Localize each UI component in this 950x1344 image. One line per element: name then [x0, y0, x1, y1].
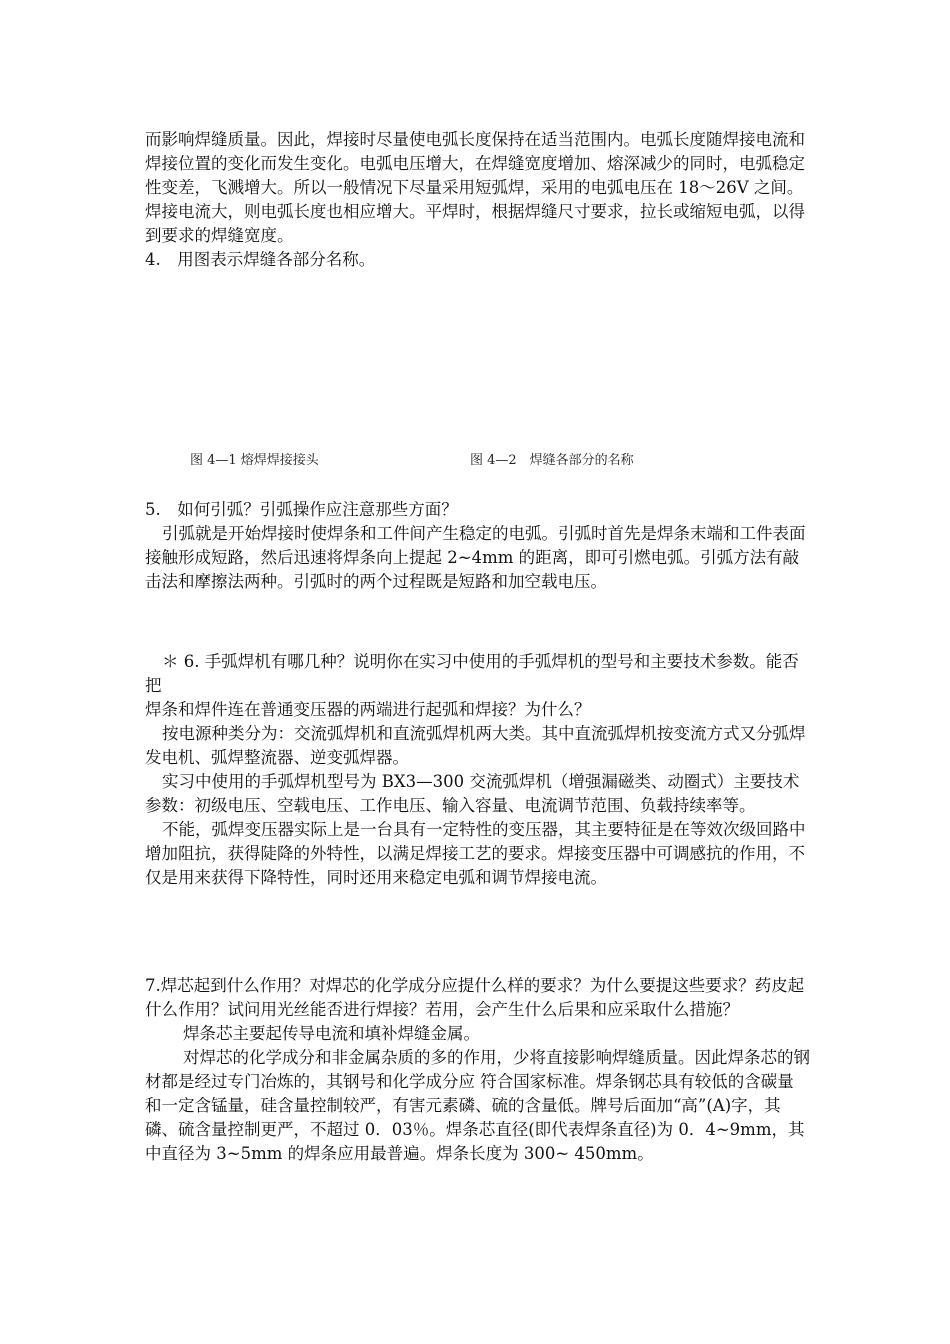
answer-7-composition: 对焊芯的化学成分和非金属杂质的多的作用，少将直接影响焊缝质量。因此焊条芯的钢材都是经过专门冶炼的，其钢号和化学成分应 符合国家标准。焊条钢芯具有较低的含碳量和一定含锰量，硅含量控制较严，有害元素磷、硫的含量低。牌号后面加“高”(A)字，其磷、硫含量控制更严，不超过 0．03％。焊条芯直径(即代表焊条直径)为 0．4~9mm，其中直径为 3~5mm 的焊条应用最普遍。焊条长度为 300~ 450mm。 — [145, 1048, 810, 1163]
answer-6-model: 实习中使用的手弧焊机型号为 BX3—300 交流弧焊机（增强漏磁类、动圈式）主要技术参数：初级电压、空载电压、工作电压、输入容量、电流调节范围、负载持续率等。 — [145, 772, 800, 815]
answer-5: 引弧就是开始焊接时使焊条和工件间产生稳定的电弧。引弧时首先是焊条末端和工件表面接触形成短路，然后迅速将焊条向上提起 2~4mm 的距离，即可引燃电弧。引弧方法有敲击法和摩擦法两种。引弧时的两个过程既是短路和加空载电压。 — [145, 524, 806, 591]
question-4: 4. 用图表示焊缝各部分名称。 — [145, 250, 376, 269]
question-5: 5. 如何引弧？引弧操作应注意那些方面？ — [145, 500, 458, 519]
text-block-welding-machine — [145, 650, 810, 890]
text-block-electrode-core — [145, 974, 810, 1166]
question-7: 7.焊芯起到什么作用？对焊芯的化学成分应提什么样的要求？为什么要提这些要求？药皮起什么作用？试问用光丝能否进行焊接？若用，会产生什么后果和应采取什么措施？ — [145, 976, 805, 1019]
paragraph-arc-length: 而影响焊缝质量。因此，焊接时尽量使电弧长度保持在适当范围内。电弧长度随焊接电流和焊接位置的变化而发生变化。电弧电压增大，在焊缝宽度增加、熔深减少的同时，电弧稳定性变差，飞溅增大。所以一般情况下尽量采用短弧焊，采用的电弧电压在 18～26V 之间。焊接电流大，则电弧长度也相应增大。平焊时，根据焊缝尺寸要求，拉长或缩短电弧，以得到要求的焊缝宽度。 — [145, 130, 805, 245]
text-block-arc-length — [145, 128, 810, 272]
question-6-part-2: 焊条和焊件连在普通变压器的两端进行起弧和焊接？为什么？ — [145, 700, 591, 719]
question-6-part-1: ＊ 6. 手弧焊机有哪几种？说明你在实习中使用的手弧焊机的型号和主要技术参数。能否把 — [145, 652, 799, 695]
caption-figure-4-2: 图 4—2 焊缝各部分的名称 — [470, 453, 634, 468]
answer-7-function: 焊条芯主要起传导电流和填补焊缝金属。 — [183, 1024, 480, 1043]
text-block-arc-striking — [145, 498, 810, 594]
caption-figure-4-1: 图 4—1 熔焊焊接接头 — [190, 453, 319, 468]
answer-6-types: 按电源种类分为：交流弧焊机和直流弧焊机两大类。其中直流弧焊机按变流方式又分弧焊发电机、弧焊整流器、逆变弧焊器。 — [145, 724, 806, 767]
figure-area-blank — [145, 280, 810, 445]
answer-6-transformer: 不能，弧焊变压器实际上是一台具有一定特性的变压器，其主要特征是在等效次级回路中增加阻抗，获得陡降的外特性，以满足焊接工艺的要求。焊接变压器中可调感抗的作用，不仅是用来获得下降特性，同时还用来稳定电弧和调节焊接电流。 — [145, 820, 806, 887]
